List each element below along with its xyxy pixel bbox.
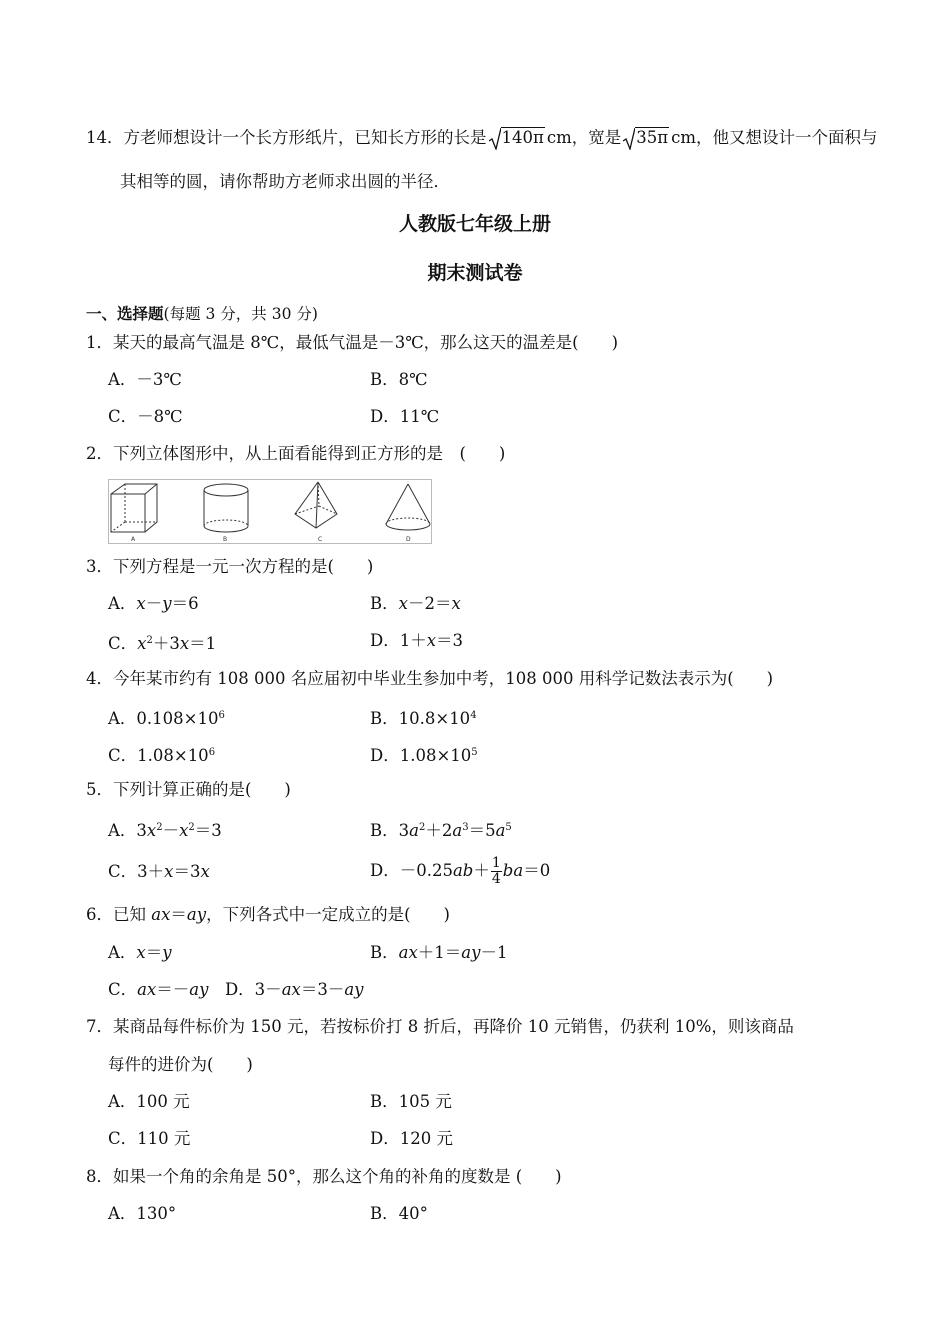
q4-option-d: D．$1.08\times 10^5$ [370,746,478,765]
sqrt-35pi: 35π [623,126,669,150]
q1-option-b: B．8℃ [370,370,428,389]
cube-figure [111,484,157,532]
q2-stem: 2．下列立体图形中，从上面看能得到正方形的是 ( ) [86,444,506,463]
q6-stem: 6．已知 ax＝ay，下列各式中一定成立的是( ) [86,905,450,924]
q8-stem: 8．如果一个角的余角是 50°，那么这个角的补角的度数是 ( ) [86,1167,562,1186]
q1-option-a: A．－3℃ [108,370,182,389]
q7-stem-line2: 每件的进价为( ) [108,1055,253,1074]
label-d: D [406,536,411,543]
q3-option-b: B．x－2＝x [370,594,461,613]
q3-stem: 3．下列方程是一元一次方程的是( ) [86,557,374,576]
fraction-one-quarter: $\frac{1}{4}$ [491,855,501,887]
q6-option-c-d: C．ax＝－ay D．3－ax＝3－ay [108,980,364,999]
cone-figure [386,484,430,530]
q1-option-d: D．11℃ [370,407,440,426]
q5-option-b: B．$3a^2+2a^3=5a^5$ [370,821,512,840]
q6-option-a: A．x＝y [108,943,172,962]
q7-option-b: B．105 元 [370,1092,452,1111]
q4-option-a: A．$0.108\times 10^6$ [108,709,225,728]
label-c: C [318,536,323,543]
q5-stem: 5．下列计算正确的是( ) [86,780,291,799]
q3-option-d: D．1＋x＝3 [370,631,464,650]
q7-option-d: D．120 元 [370,1129,453,1148]
page-title: 人教版七年级上册 [398,213,551,235]
q14-line2: 其相等的圆，请你帮助方老师求出圆的半径． [120,172,450,191]
q14-line1 [86,126,877,150]
cylinder-figure [204,484,248,532]
q5-option-d: D．－0.25ab＋ $\frac{1}{4}$ ba＝0 [370,855,551,887]
q1-stem: 1．某天的最高气温是 8℃，最低气温是－3℃，那么这天的温差是( ) [86,333,619,352]
q8-option-b: B．40° [370,1204,428,1223]
q7-option-a: A．100 元 [108,1092,190,1111]
q14-text-c: cm，他又想设计一个面积与 [671,128,878,147]
pyramid-figure [295,482,337,528]
q4-stem: 4．今年某市约有 108 000 名应届初中毕业生参加中考，108 000 用科学记数法表示为( ) [86,669,774,688]
q8-option-a: A．130° [108,1204,177,1223]
q1-option-c: C．－8℃ [108,407,183,426]
q14-text-a: 14．方老师想设计一个长方形纸片，已知长方形的长是 [86,128,487,147]
label-b: B [223,536,228,543]
q3-option-a: A．x－y＝6 [108,594,199,613]
q7-stem-line1: 7．某商品每件标价为 150 元，若按标价打 8 折后，再降价 10 元销售，仍获利 10%，则该商品 [86,1017,794,1036]
page-subtitle: 期末测试卷 [427,262,523,284]
q3-option-c: C．$x^2+3x=1$ [108,634,217,653]
section-note: (每题 3 分，共 30 分) [163,305,318,323]
label-a: A [131,536,136,543]
section-header [86,302,318,324]
q4-option-c: C．$1.08\times 10^6$ [108,746,216,765]
q6-option-b: B．ax＋1＝ay－1 [370,943,508,962]
sqrt-140pi: 140π [489,126,545,150]
q5-option-a: A．$3x^2-x^2=3$ [108,821,222,840]
q4-option-b: B．$10.8\times 10^4$ [370,709,477,728]
q7-option-c: C．110 元 [108,1129,191,1148]
q5-option-c: C．3＋x＝3x [108,862,210,881]
solid-figures-image [108,479,432,544]
section-title: 一、选择题 [86,305,164,323]
q14-text-b: cm，宽是 [546,128,622,147]
